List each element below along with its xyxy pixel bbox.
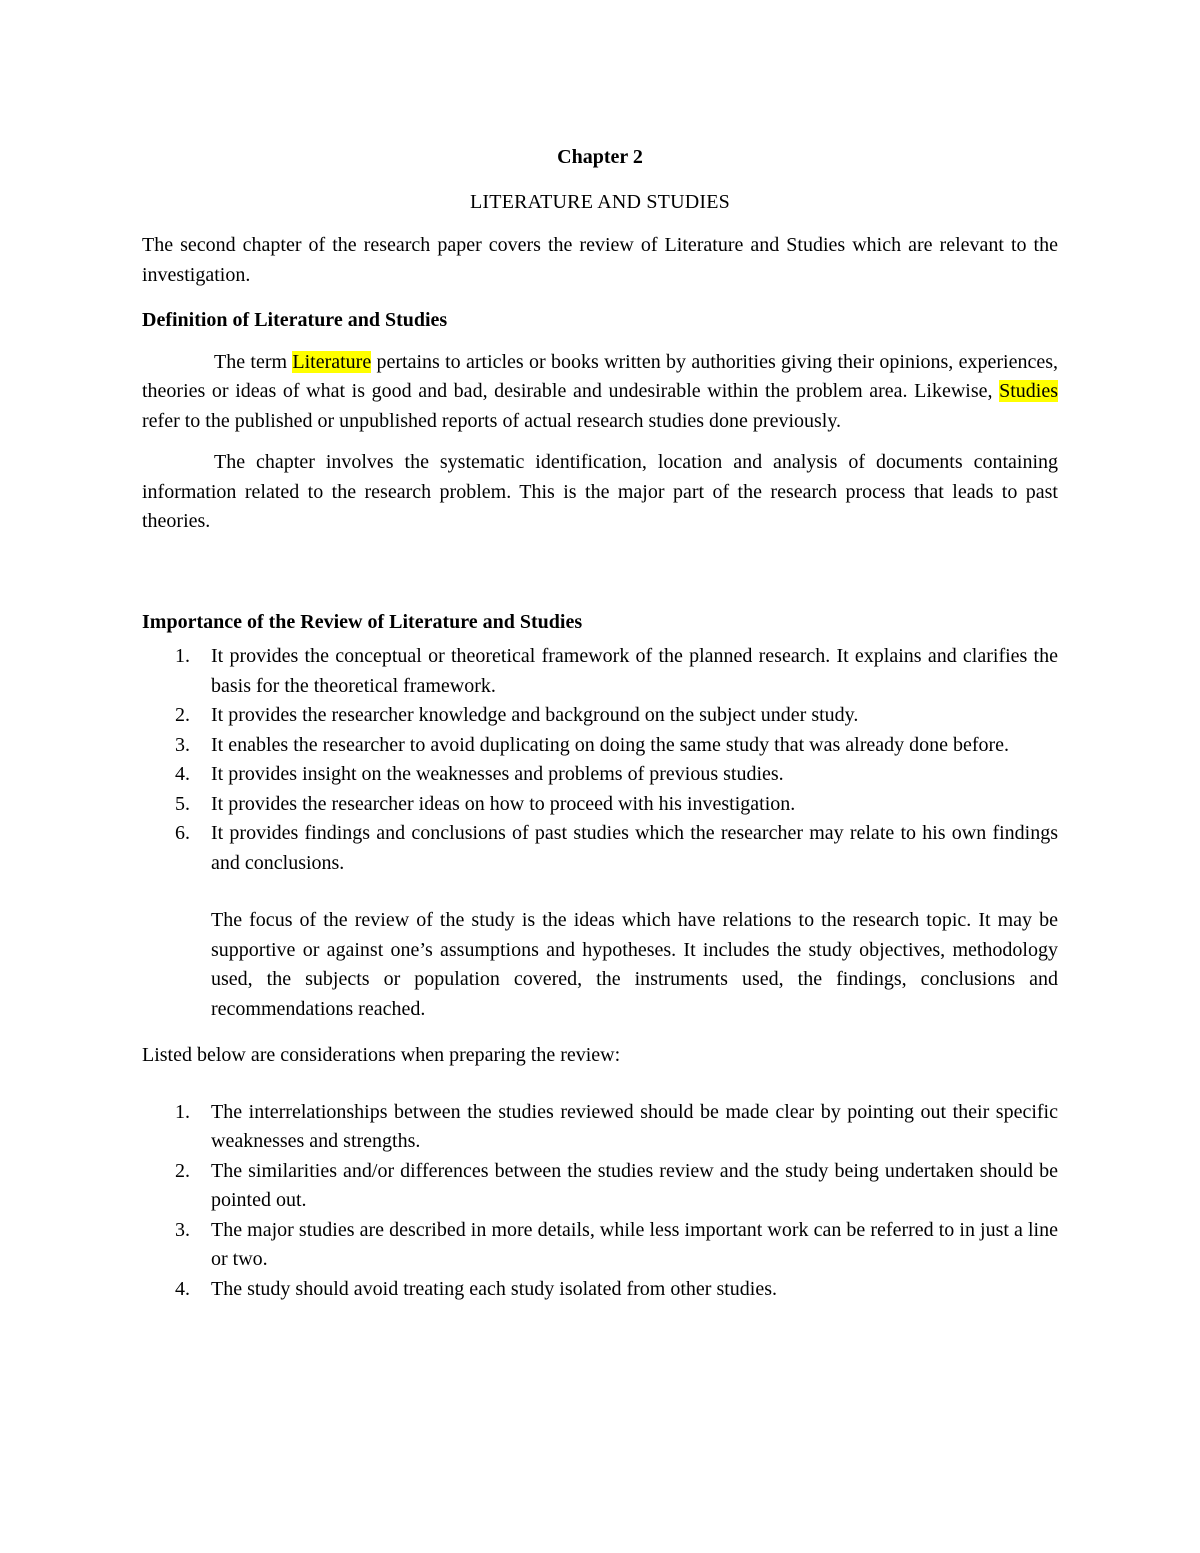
list-number: 4.	[175, 763, 190, 785]
list-number: 4.	[175, 1277, 190, 1300]
list-item-text: It provides the researcher knowledge and background on the subject under study.	[211, 704, 859, 726]
list-item	[142, 701, 1058, 731]
list-item	[142, 1216, 1058, 1275]
importance-heading: Importance of the Review of Literature and Studies	[142, 610, 583, 633]
list-number: 2.	[175, 704, 190, 726]
list-item-text: The major studies are described in more details, while less important work can be referred to in just a line or two.	[211, 1218, 1058, 1270]
list-item-text: It provides findings and conclusions of past studies which the researcher may relate to his own findings and conclusions.	[211, 822, 1058, 874]
chapter-title: LITERATURE AND STUDIES	[470, 191, 730, 213]
list-number: 6.	[175, 822, 190, 844]
list-item	[142, 1098, 1058, 1157]
definition-text-2: pertains to articles or books written by authorities giving their opinions, experiences, theories or ideas of what is good and bad, desirable and undesirable within the problem area. Likewise,	[142, 350, 1058, 402]
list-item	[142, 731, 1058, 761]
list-item-text: The study should avoid treating each study isolated from other studies.	[211, 1277, 777, 1300]
definition-text-3: refer to the published or unpublished reports of actual research studies done previously.	[142, 409, 842, 432]
list-item-text: It provides the researcher ideas on how to proceed with his investigation.	[211, 792, 796, 815]
list-number: 1.	[175, 1100, 190, 1123]
list-item-text: It enables the researcher to avoid duplicating on doing the same study that was already done before.	[211, 733, 1010, 756]
document-page	[142, 138, 1058, 1304]
highlighted-term-literature: Literature	[292, 350, 372, 373]
definition-paragraph-1	[142, 348, 1058, 437]
chapter-number: Chapter 2	[557, 146, 643, 168]
list-item	[142, 790, 1058, 820]
list-number: 3.	[175, 1218, 190, 1241]
list-item-text: It provides the conceptual or theoretical framework of the planned research. It explains and clarifies the basis for the theoretical framework.	[211, 645, 1058, 697]
definition-heading: Definition of Literature and Studies	[142, 309, 448, 331]
intro-paragraph: The second chapter of the research paper covers the review of Literature and Studies which are relevant to the investigation.	[142, 234, 1058, 286]
list-item-text: The interrelationships between the studies reviewed should be made clear by pointing out their specific weaknesses and strengths.	[211, 1100, 1058, 1152]
list-item	[142, 1275, 1058, 1305]
list-number: 3.	[175, 733, 190, 756]
list-number: 5.	[175, 792, 190, 815]
list-item	[142, 642, 1058, 701]
considerations-intro: Listed below are considerations when preparing the review:	[142, 1044, 621, 1066]
list-item	[142, 1157, 1058, 1216]
list-item-text: The similarities and/or differences between the studies review and the study being undertaken should be pointed out.	[211, 1159, 1058, 1211]
list-item	[142, 819, 1058, 878]
definition-paragraph-2: The chapter involves the systematic identification, location and analysis of documents containing information related to the research problem. This is the major part of the research process that leads to past theories.	[142, 451, 1058, 532]
list-item-text: It provides insight on the weaknesses and problems of previous studies.	[211, 763, 784, 785]
focus-paragraph: The focus of the review of the study is the ideas which have relations to the research topic. It may be supportive or against one’s assumptions and hypotheses. It includes the study objectives, methodology used, the subjects or population covered, the instruments used, the findings, conclusions and recommendations reached.	[211, 909, 1058, 1020]
definition-text-1: The term	[214, 350, 293, 373]
importance-list	[142, 642, 1058, 878]
list-number: 1.	[175, 645, 190, 667]
list-number: 2.	[175, 1159, 190, 1182]
list-item	[142, 760, 1058, 790]
considerations-list	[142, 1098, 1058, 1305]
highlighted-term-studies: Studies	[999, 380, 1058, 402]
